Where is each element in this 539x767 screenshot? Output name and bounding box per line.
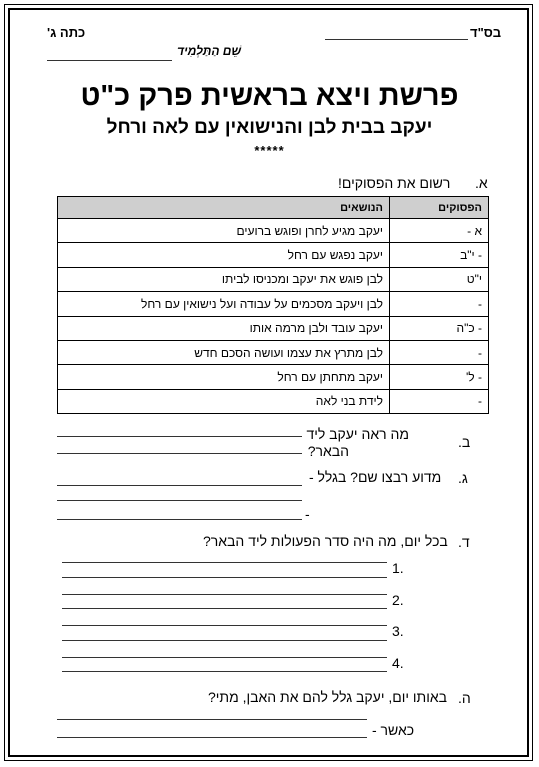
verses-table [57, 196, 489, 414]
bsd-mark: בס"ד [470, 25, 502, 40]
answer-line-d3b[interactable] [62, 640, 387, 641]
topic-cell: יעקב עובד ולבן מרמה אותו [58, 316, 390, 340]
answer-line-d2a[interactable] [62, 594, 387, 595]
header-topics: הנושאים [58, 197, 390, 219]
verse-ref-cell[interactable]: - כ"ה [390, 316, 489, 340]
verse-ref-cell[interactable]: - [390, 340, 489, 364]
section-d-question: בכל יום, מה היה סדר הפעולות ליד הבאר? [203, 533, 448, 549]
item-number-3: 3. [392, 623, 404, 639]
section-e-letter: ה. [458, 690, 471, 706]
item-number-4: 4. [392, 655, 404, 671]
item-number-2: 2. [392, 592, 404, 608]
answer-line-b1[interactable] [57, 436, 302, 437]
item-number-1: 1. [392, 560, 404, 576]
section-c-letter: ג. [458, 470, 468, 486]
verse-ref-cell[interactable]: - [390, 292, 489, 316]
section-e-answer-prefix: כאשר - [372, 722, 415, 738]
class-label: כתה ג' [47, 25, 86, 40]
section-d-letter: ד. [458, 534, 470, 550]
topic-cell: לידת בני לאה [58, 389, 390, 413]
answer-line-c3[interactable] [57, 519, 302, 520]
answer-line-c2[interactable] [57, 500, 302, 501]
verse-ref-cell[interactable]: י"ט [390, 267, 489, 291]
answer-line-d4b[interactable] [62, 671, 387, 672]
topic-cell: יעקב מגיע לחרן ופוגש ברועים [58, 219, 390, 243]
student-name-line[interactable] [47, 60, 172, 61]
section-e-question: באותו יום, יעקב גלל להם את האבן, מתי? [208, 689, 447, 705]
topic-cell: יעקב נפגש עם רחל [58, 243, 390, 267]
verse-ref-cell[interactable]: א - [390, 219, 489, 243]
topic-cell: יעקב מתחתן עם רחל [58, 365, 390, 389]
table-row [58, 365, 489, 389]
table-row [58, 219, 489, 243]
table-header-row [58, 197, 489, 219]
table-row [58, 316, 489, 340]
table-row [58, 243, 489, 267]
topic-cell: לבן פוגש את יעקב ומכניסו לביתו [58, 267, 390, 291]
section-c-dash: - [305, 506, 310, 522]
section-c-question: מדוע רבצו שם? בגלל - [309, 469, 442, 485]
answer-line-d2b[interactable] [62, 608, 387, 609]
page-title: פרשת ויצא בראשית פרק כ"ט [80, 80, 459, 112]
section-b-letter: ב. [458, 434, 471, 450]
answer-line-d4a[interactable] [62, 657, 387, 658]
answer-line-e2[interactable] [57, 737, 367, 738]
table-row [58, 292, 489, 316]
table-row [58, 340, 489, 364]
answer-line-b2[interactable] [57, 453, 302, 454]
section-a-letter: א. [475, 175, 488, 191]
table-row [58, 267, 489, 291]
section-b-question-line2: הבאר? [307, 443, 349, 459]
topic-cell: לבן ויעקב מסכמים על עבודה ועל נישואין עם רחל [58, 292, 390, 316]
answer-line-d1a[interactable] [62, 562, 387, 563]
verse-ref-cell[interactable]: - ל' [390, 365, 489, 389]
page-subtitle: יעקב בבית לבן והנישואין עם לאה ורחל [106, 117, 433, 138]
section-b-question-line1: מה ראה יעקב ליד [306, 426, 409, 442]
header-verses: הפסוקים [390, 197, 489, 219]
section-a-prompt: רשום את הפסוקים! [338, 175, 451, 191]
topic-cell: לבן מתרץ את עצמו ועושה הסכם חדש [58, 340, 390, 364]
answer-line-e1[interactable] [57, 719, 367, 720]
verse-ref-cell[interactable]: - [390, 389, 489, 413]
answer-line-d3a[interactable] [62, 625, 387, 626]
answer-line-d1b[interactable] [62, 577, 387, 578]
date-line[interactable] [325, 39, 468, 40]
stars-divider: ***** [254, 143, 285, 158]
table-row [58, 389, 489, 413]
verse-ref-cell[interactable]: - י"ב [390, 243, 489, 267]
answer-line-c1[interactable] [57, 485, 302, 486]
student-name-label: שֵׁם הַתַּלְמִיד [177, 44, 242, 58]
